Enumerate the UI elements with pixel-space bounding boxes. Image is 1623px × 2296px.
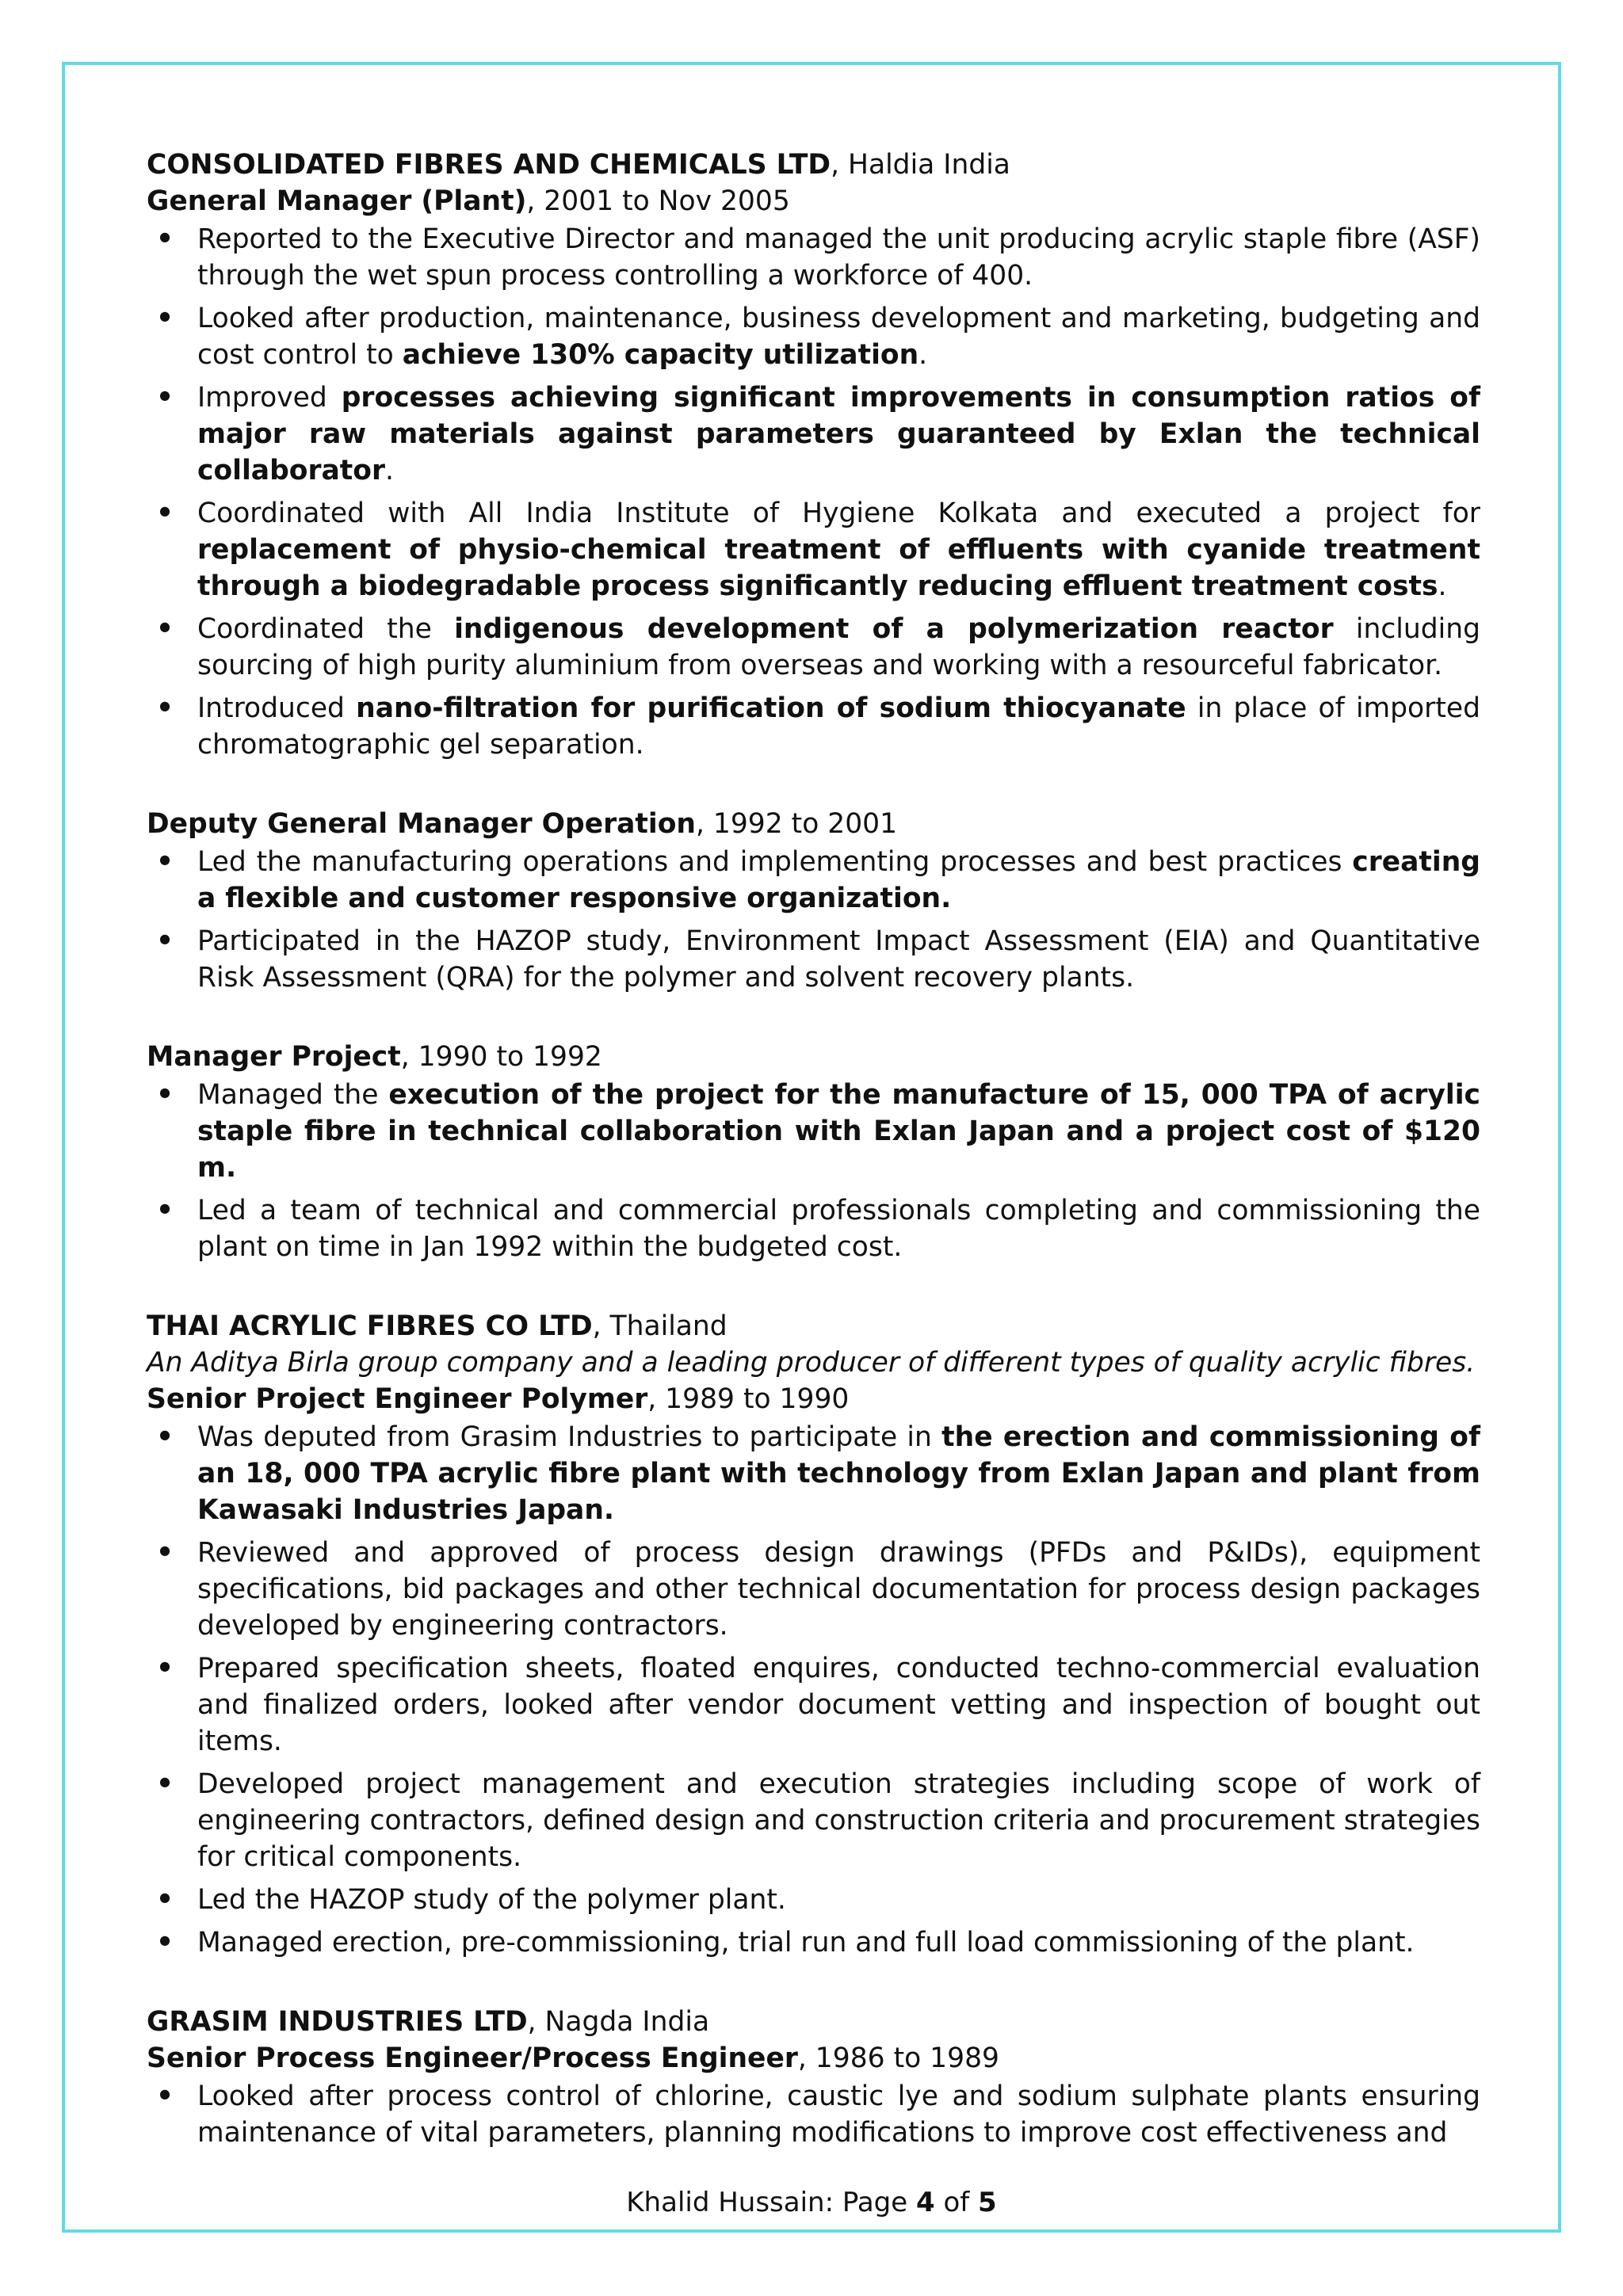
bullet-text: Managed erection, pre-commissioning, trial run and full load commissioning of the plant.	[197, 1927, 1415, 1958]
bullet-item	[147, 300, 1480, 373]
role-title: Manager Project	[147, 1041, 401, 1073]
bullet-text-bold: achieve 130% capacity utilization	[402, 339, 919, 371]
bullet-list	[147, 221, 1480, 763]
footer-of: of	[934, 2187, 979, 2218]
company-line	[147, 147, 1480, 183]
bullet-text: in place of imported chromatographic gel separation.	[197, 692, 1480, 761]
role-title: Senior Process Engineer/Process Engineer	[147, 2042, 798, 2074]
bullet-text: Coordinated the	[197, 613, 455, 645]
bullet-list	[147, 1419, 1480, 1961]
experience-section	[147, 1308, 1480, 1961]
bullet-text: Led a team of technical and commercial professionals completing and commissioning the plant on time in Jan 1992 within the budgeted cost.	[197, 1195, 1480, 1263]
bullet-text-bold: the erection and commissioning of an 18, 000 TPA acrylic fibre plant with technology from Exlan Japan and plant from Kawasaki Industries Japan.	[197, 1421, 1480, 1526]
experience-section	[147, 1039, 1480, 1265]
bullet-text-bold: creating a flexible and customer responsive organization.	[197, 846, 1480, 914]
role-line	[147, 183, 1480, 219]
role-line	[147, 2040, 1480, 2077]
bullet-text: Introduced	[197, 692, 357, 724]
role-title: Senior Project Engineer Polymer	[147, 1383, 648, 1415]
bullet-text-bold: replacement of physio-chemical treatment of effluents with cyanide treatment through a biodegradable process significantly reducing effluent treatment costs	[197, 534, 1480, 602]
bullet-text: Developed project management and execution strategies including scope of work of engineering contractors, defined design and construction criteria and procurement strategies for critical components.	[197, 1768, 1480, 1873]
bullet-item	[147, 1924, 1480, 1961]
company-name: CONSOLIDATED FIBRES AND CHEMICALS LTD	[147, 149, 831, 181]
resume-content	[147, 147, 1480, 2194]
bullet-text: Was deputed from Grasim Industries to participate in	[197, 1421, 942, 1453]
bullet-item	[147, 1192, 1480, 1265]
bullet-list	[147, 2078, 1480, 2151]
experience-section	[147, 2004, 1480, 2151]
company-line	[147, 1308, 1480, 1344]
role-period: , 2001 to Nov 2005	[526, 185, 790, 217]
company-name: THAI ACRYLIC FIBRES CO LTD	[147, 1310, 593, 1342]
bullet-item	[147, 1077, 1480, 1186]
bullet-text: Reported to the Executive Director and managed the unit producing acrylic staple fibre (ASF) through the wet spun process controlling a workforce of 400.	[197, 223, 1480, 292]
footer-page-total: 5	[978, 2187, 997, 2218]
bullet-item	[147, 1419, 1480, 1528]
bullet-text: Prepared specification sheets, floated enquires, conducted techno-commercial evaluation and finalized orders, looked after vendor document vetting and inspection of bought out items.	[197, 1653, 1480, 1757]
bullet-list	[147, 844, 1480, 996]
role-period: , 1986 to 1989	[797, 2042, 999, 2074]
bullet-item	[147, 1535, 1480, 1644]
bullet-text-bold: nano-filtration for purification of sodium thiocyanate	[356, 692, 1186, 724]
role-title: General Manager (Plant)	[147, 185, 527, 217]
role-period: , 1992 to 2001	[695, 808, 898, 840]
bullet-item	[147, 1766, 1480, 1875]
bullet-item	[147, 690, 1480, 763]
experience-section	[147, 806, 1480, 996]
company-name: GRASIM INDUSTRIES LTD	[147, 2006, 528, 2038]
bullet-text: Managed the	[197, 1079, 389, 1111]
role-line	[147, 1039, 1480, 1075]
bullet-item	[147, 2078, 1480, 2151]
footer-author: Khalid Hussain: Page	[626, 2187, 916, 2218]
bullet-text: Participated in the HAZOP study, Environment Impact Assessment (EIA) and Quantitative Risk Assessment (QRA) for the polymer and solvent recovery plants.	[197, 925, 1480, 994]
bullet-text: Looked after process control of chlorine, caustic lye and sodium sulphate plants ensuring maintenance of vital parameters, planning modifications to improve cost effectiveness and	[197, 2081, 1480, 2149]
experience-section	[147, 147, 1480, 763]
bullet-text-bold: processes achieving significant improvements in consumption ratios of major raw materials against parameters guaranteed by Exlan the technical collaborator	[197, 382, 1480, 486]
bullet-text-bold: indigenous development of a polymerization reactor	[454, 613, 1334, 645]
role-period: , 1990 to 1992	[400, 1041, 602, 1073]
bullet-item	[147, 844, 1480, 917]
bullet-text-bold: execution of the project for the manufacture of 15, 000 TPA of acrylic staple fibre in technical collaboration with Exlan Japan and a project cost of $120 m.	[197, 1079, 1480, 1184]
company-tagline: An Aditya Birla group company and a leading producer of different types of quality acrylic fibres.	[147, 1347, 1476, 1379]
bullet-item	[147, 1650, 1480, 1760]
role-line	[147, 1381, 1480, 1417]
bullet-item	[147, 221, 1480, 294]
bullet-text: including sourcing of high purity aluminium from overseas and working with a resourceful fabricator.	[197, 613, 1480, 681]
bullet-text: .	[385, 455, 394, 486]
footer-page-number: 4	[915, 2187, 935, 2218]
bullet-list	[147, 1077, 1480, 1265]
role-line	[147, 806, 1480, 842]
bullet-text: .	[918, 339, 928, 371]
company-location: , Thailand	[592, 1310, 727, 1342]
bullet-item	[147, 1882, 1480, 1918]
bullet-text: Coordinated with All India Institute of Hygiene Kolkata and executed a project for	[197, 498, 1480, 529]
bullet-text: Looked after production, maintenance, business development and marketing, budgeting and cost control to	[197, 303, 1480, 371]
bullet-item	[147, 923, 1480, 996]
role-title: Deputy General Manager Operation	[147, 808, 696, 840]
bullet-text: Led the HAZOP study of the polymer plant.	[197, 1884, 786, 1916]
bullet-text: Led the manufacturing operations and implementing processes and best practices	[197, 846, 1353, 878]
page-footer	[0, 2187, 1623, 2218]
bullet-item	[147, 611, 1480, 684]
company-location: , Haldia India	[831, 149, 1010, 181]
bullet-text: Reviewed and approved of process design drawings (PFDs and P&IDs), equipment specifications, bid packages and other technical documentation for process design packages developed by engineering contractors.	[197, 1537, 1480, 1642]
company-line	[147, 2004, 1480, 2040]
role-period: , 1989 to 1990	[647, 1383, 850, 1415]
bullet-item	[147, 379, 1480, 489]
bullet-text: Improved	[197, 382, 342, 414]
company-location: , Nagda India	[527, 2006, 710, 2038]
bullet-text: .	[1438, 570, 1447, 602]
bullet-item	[147, 495, 1480, 605]
